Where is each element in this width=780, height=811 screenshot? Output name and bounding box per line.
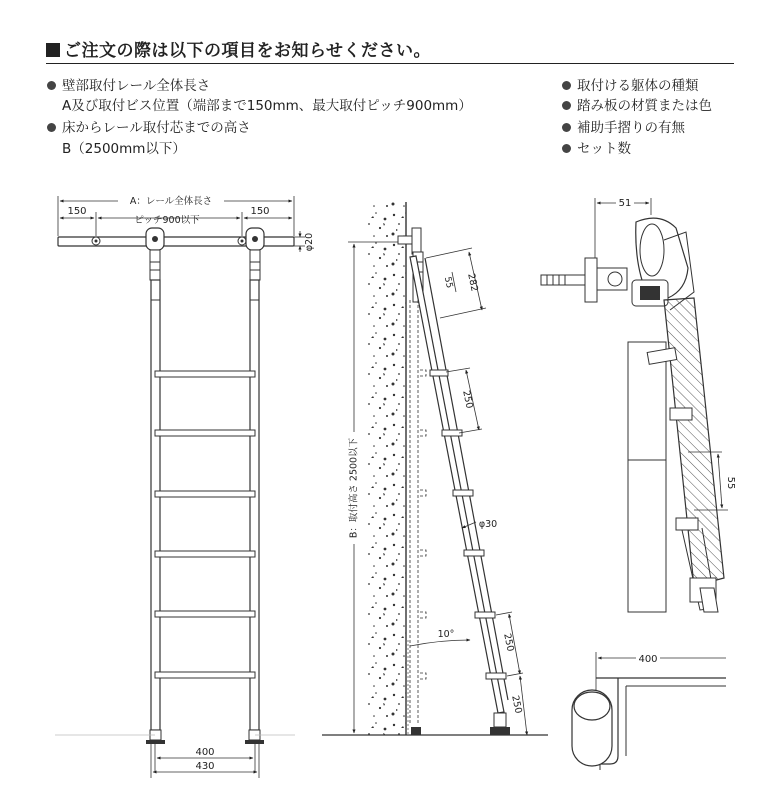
height-b-dim: B：取付高さ 2500以下	[348, 437, 360, 539]
dim-55b: 55	[725, 476, 736, 490]
dim-250b: 250	[501, 632, 516, 653]
heading-text: ご注文の際は以下の項目をお知らせください。	[64, 41, 431, 61]
left-list-item-2-detail: B（2500mm以下）	[62, 141, 186, 157]
end-right-dim: 150	[250, 206, 270, 217]
side-rail-left	[151, 280, 160, 730]
pitch-dim: ピッチ900以下	[134, 215, 200, 226]
width-outer-dim: 430	[195, 761, 215, 772]
width-inner-dim: 400	[195, 747, 215, 758]
step-plan-detail	[572, 651, 726, 770]
front-view	[55, 194, 315, 778]
dim-400: 400	[638, 654, 658, 665]
right-list-item-2: 踏み板の材質または色	[562, 97, 712, 116]
end-left-dim: 150	[67, 206, 87, 217]
dim-55a: 55	[441, 275, 455, 290]
left-list-item-1-detail: A及び取付ビス位置（端部まで150mm、最大取付ピッチ900mm）	[62, 98, 472, 114]
left-list-item-2: 床からレール取付芯までの高さ	[47, 119, 251, 138]
front-steps	[155, 371, 255, 678]
dim-angle: 10°	[437, 629, 455, 640]
side-view	[322, 202, 548, 735]
dim-250c: 250	[509, 694, 524, 715]
concrete-wall	[368, 202, 406, 735]
rail-diameter-dim: φ20	[304, 232, 315, 252]
dim-phi30: φ30	[478, 519, 498, 530]
inclined-side-rail	[410, 256, 504, 713]
dim-282: 282	[465, 272, 480, 293]
right-list-item-1: 取付ける躯体の種類	[562, 77, 699, 96]
right-list-item-3: 補助手摺りの有無	[562, 119, 685, 138]
rail-total-label: A：レール全体長さ	[129, 196, 213, 207]
dim-250a: 250	[460, 389, 475, 410]
dim-51: 51	[618, 198, 632, 209]
folded-position-ghost	[410, 300, 426, 725]
hanger-detail-view	[541, 196, 736, 612]
left-list-item-1: 壁部取付レール全体長さ	[47, 77, 210, 96]
side-rail-right	[250, 280, 259, 730]
right-list-item-4: セット数	[562, 140, 631, 159]
